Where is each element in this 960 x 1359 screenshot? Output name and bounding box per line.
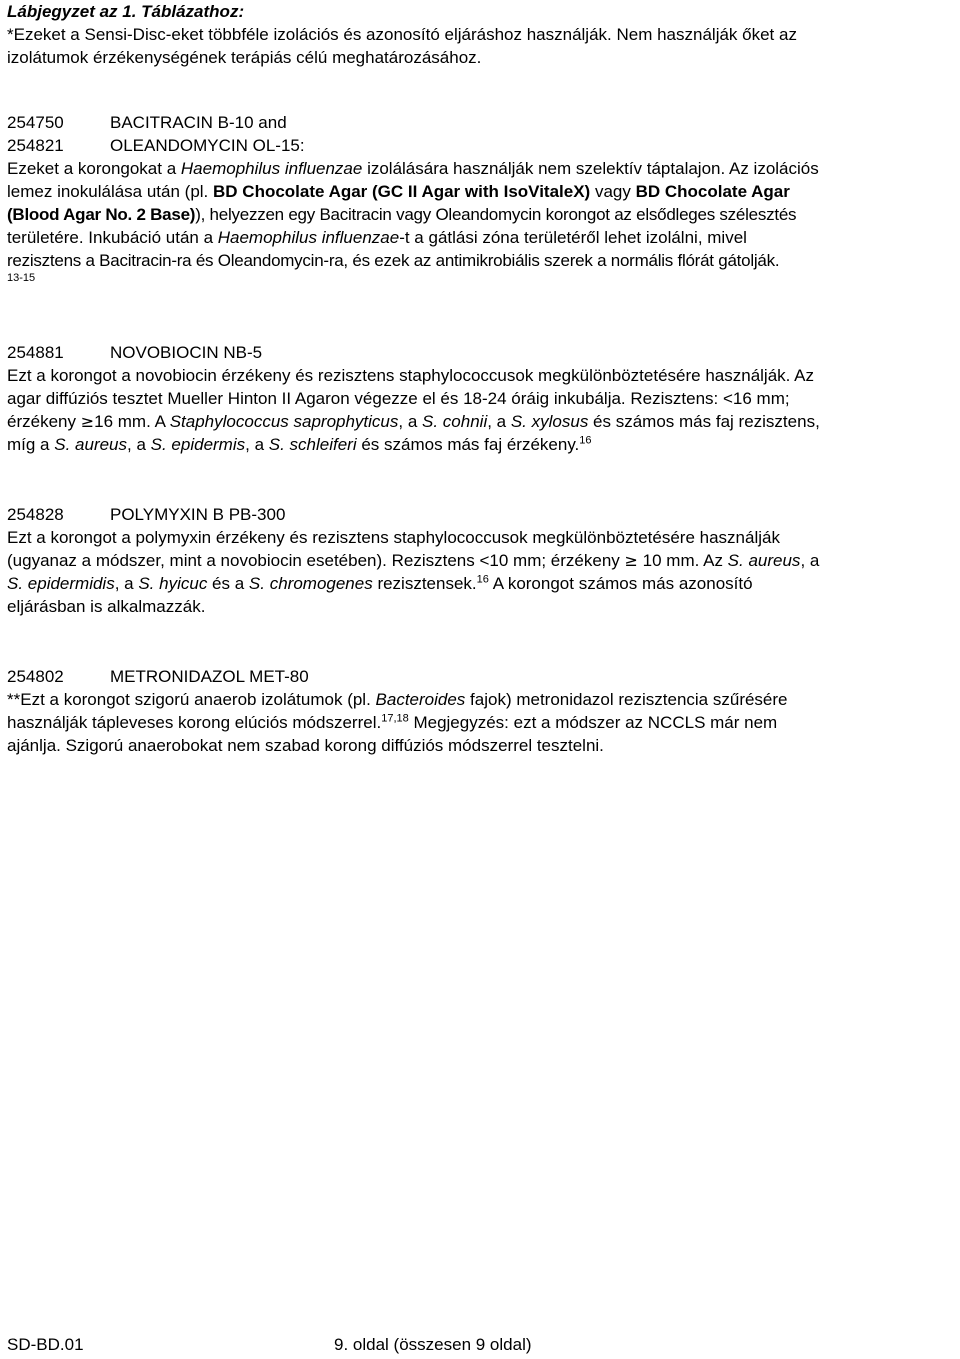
paragraph-line	[7, 180, 953, 203]
footnote-line-1: *Ezeket a Sensi-Disc-eket többféle izolációs és azonosító eljáráshoz használják. Nem használják őket az	[7, 25, 797, 44]
text: és számos más faj rezisztens,	[588, 412, 820, 431]
text: ), helyezzen egy Bacitracin vagy Oleandomycin korongot az elsődleges szélesztés	[195, 205, 797, 224]
product-name: POLYMYXIN B PB-300	[110, 505, 286, 524]
text: érzékeny	[7, 412, 81, 431]
reference-superscript: 17,18	[381, 712, 409, 725]
text: fajok) metronidazol rezisztencia szűrésére	[465, 690, 788, 709]
species-name: Bacteroides	[375, 690, 466, 709]
product-name: METRONIDAZOL MET-80	[110, 667, 309, 686]
text: -t a gátlási zóna területéről lehet izolálni, mivel	[399, 228, 747, 247]
species-name: S. epidermis	[150, 435, 246, 454]
heading-row	[7, 134, 953, 157]
text: izolálására használják nem szelektív táptalajon. Az izolációs	[362, 159, 819, 178]
paragraph-line: agar diffúziós tesztet Mueller Hinton II Agaron végezze el és 18-24 óráig inkubálja. Rezisztens: <16 mm;	[7, 389, 790, 408]
text: Megjegyzés: ezt a módszer az NCCLS már nem	[408, 713, 778, 732]
text: **Ezt a korongot szigorú anaerob izolátumok (pl.	[7, 690, 376, 709]
product-ref: (Blood Agar No. 2 Base)	[7, 205, 196, 224]
paragraph-line	[7, 549, 953, 572]
heading-row	[7, 341, 953, 364]
text: , a	[800, 551, 820, 570]
reference-number: 13-15	[7, 272, 36, 284]
paragraph-line	[7, 433, 953, 456]
text: , a	[127, 435, 151, 454]
greater-equal-symbol: ≥	[624, 551, 638, 570]
footnote-line-2: izolátumok érzékenységének terápiás célú meghatározásához.	[7, 48, 482, 67]
species-name: Haemophilus influenzae	[217, 228, 400, 247]
text: rezisztensek.	[372, 574, 477, 593]
product-name: NOVOBIOCIN NB-5	[110, 343, 263, 362]
paragraph-line	[7, 410, 953, 433]
species-name: S. hyicuc	[138, 574, 208, 593]
species-name: S. aureus	[727, 551, 801, 570]
text: használják tápleveses korong elúciós módszerrel.	[7, 713, 382, 732]
text: , a	[114, 574, 139, 593]
text: , a	[487, 412, 511, 431]
text: területére. Inkubáció után a	[7, 228, 218, 247]
reference-superscript: 16	[579, 434, 592, 447]
footnote-section	[7, 0, 953, 69]
text: , a	[398, 412, 423, 431]
paragraph-line	[7, 157, 953, 180]
species-name: S. xylosus	[510, 412, 589, 431]
product-ref: BD Chocolate Agar	[635, 182, 790, 201]
reference-superscript: 16	[476, 573, 489, 586]
paragraph-line: Ezt a korongot a polymyxin érzékeny és rezisztens staphylococcusok megkülönböztetésére használják	[7, 528, 780, 547]
product-code: 254802	[7, 667, 64, 686]
species-name: Staphylococcus saprophyticus	[169, 412, 399, 431]
text: lemez inokulálása után (pl.	[7, 182, 214, 201]
text: és a	[207, 574, 249, 593]
footer-page-number: 9. oldal (összesen 9 oldal)	[334, 1335, 532, 1354]
text: A korongot számos más azonosító	[488, 574, 753, 593]
heading-row	[7, 665, 953, 688]
species-name: S. schleiferi	[268, 435, 357, 454]
product-code: 254750	[7, 113, 64, 132]
product-code: 254881	[7, 343, 64, 362]
product-code: 254828	[7, 505, 64, 524]
species-name: S. cohnii	[422, 412, 488, 431]
paragraph-line	[7, 226, 953, 249]
footer-doc-id: SD-BD.01	[7, 1335, 84, 1354]
text: Ezeket a korongokat a	[7, 159, 181, 178]
paragraph-line	[7, 711, 953, 734]
product-name: OLEANDOMYCIN OL-15:	[110, 136, 305, 155]
text: 10 mm. Az	[637, 551, 728, 570]
product-name: BACITRACIN B-10 and	[110, 113, 287, 132]
text: míg a	[7, 435, 55, 454]
paragraph-line: Ezt a korongot a novobiocin érzékeny és rezisztens staphylococcusok megkülönböztetésére használják. Az	[7, 366, 815, 385]
heading-row	[7, 111, 953, 134]
species-name: S. aureus	[54, 435, 128, 454]
species-name: S. chromogenes	[248, 574, 373, 593]
novobiocin-section	[7, 341, 953, 456]
paragraph-line: ajánlja. Szigorú anaerobokat nem szabad korong diffúziós módszerrel tesztelni.	[7, 736, 604, 755]
greater-equal-symbol: ≥	[80, 412, 95, 431]
paragraph-line	[7, 203, 953, 226]
text: , a	[245, 435, 269, 454]
product-ref: BD Chocolate Agar (GC II Agar with IsoVitaleX)	[213, 182, 591, 201]
text: vagy	[590, 182, 636, 201]
polymyxin-section	[7, 503, 953, 618]
heading-row	[7, 503, 953, 526]
paragraph-line: eljárásban is alkalmazzák.	[7, 597, 206, 616]
text: és számos más faj érzékeny.	[356, 435, 580, 454]
text: (ugyanaz a módszer, mint a novobiocin esetében). Rezisztens <10 mm; érzékeny	[7, 551, 625, 570]
text: 16 mm. A	[94, 412, 170, 431]
paragraph-line	[7, 688, 953, 711]
product-code: 254821	[7, 136, 64, 155]
footnote-title: Lábjegyzet az 1. Táblázathoz:	[7, 2, 245, 21]
species-name: Haemophilus influenzae	[180, 159, 363, 178]
paragraph-line	[7, 572, 953, 595]
paragraph-line: rezisztens a Bacitracin-ra és Oleandomycin-ra, és ezek az antimikrobiális szerek a normális flórát gátolják.	[7, 251, 780, 270]
bacitracin-section	[7, 111, 953, 284]
species-name: S. epidermidis	[7, 574, 115, 593]
metronidazol-section	[7, 665, 953, 757]
